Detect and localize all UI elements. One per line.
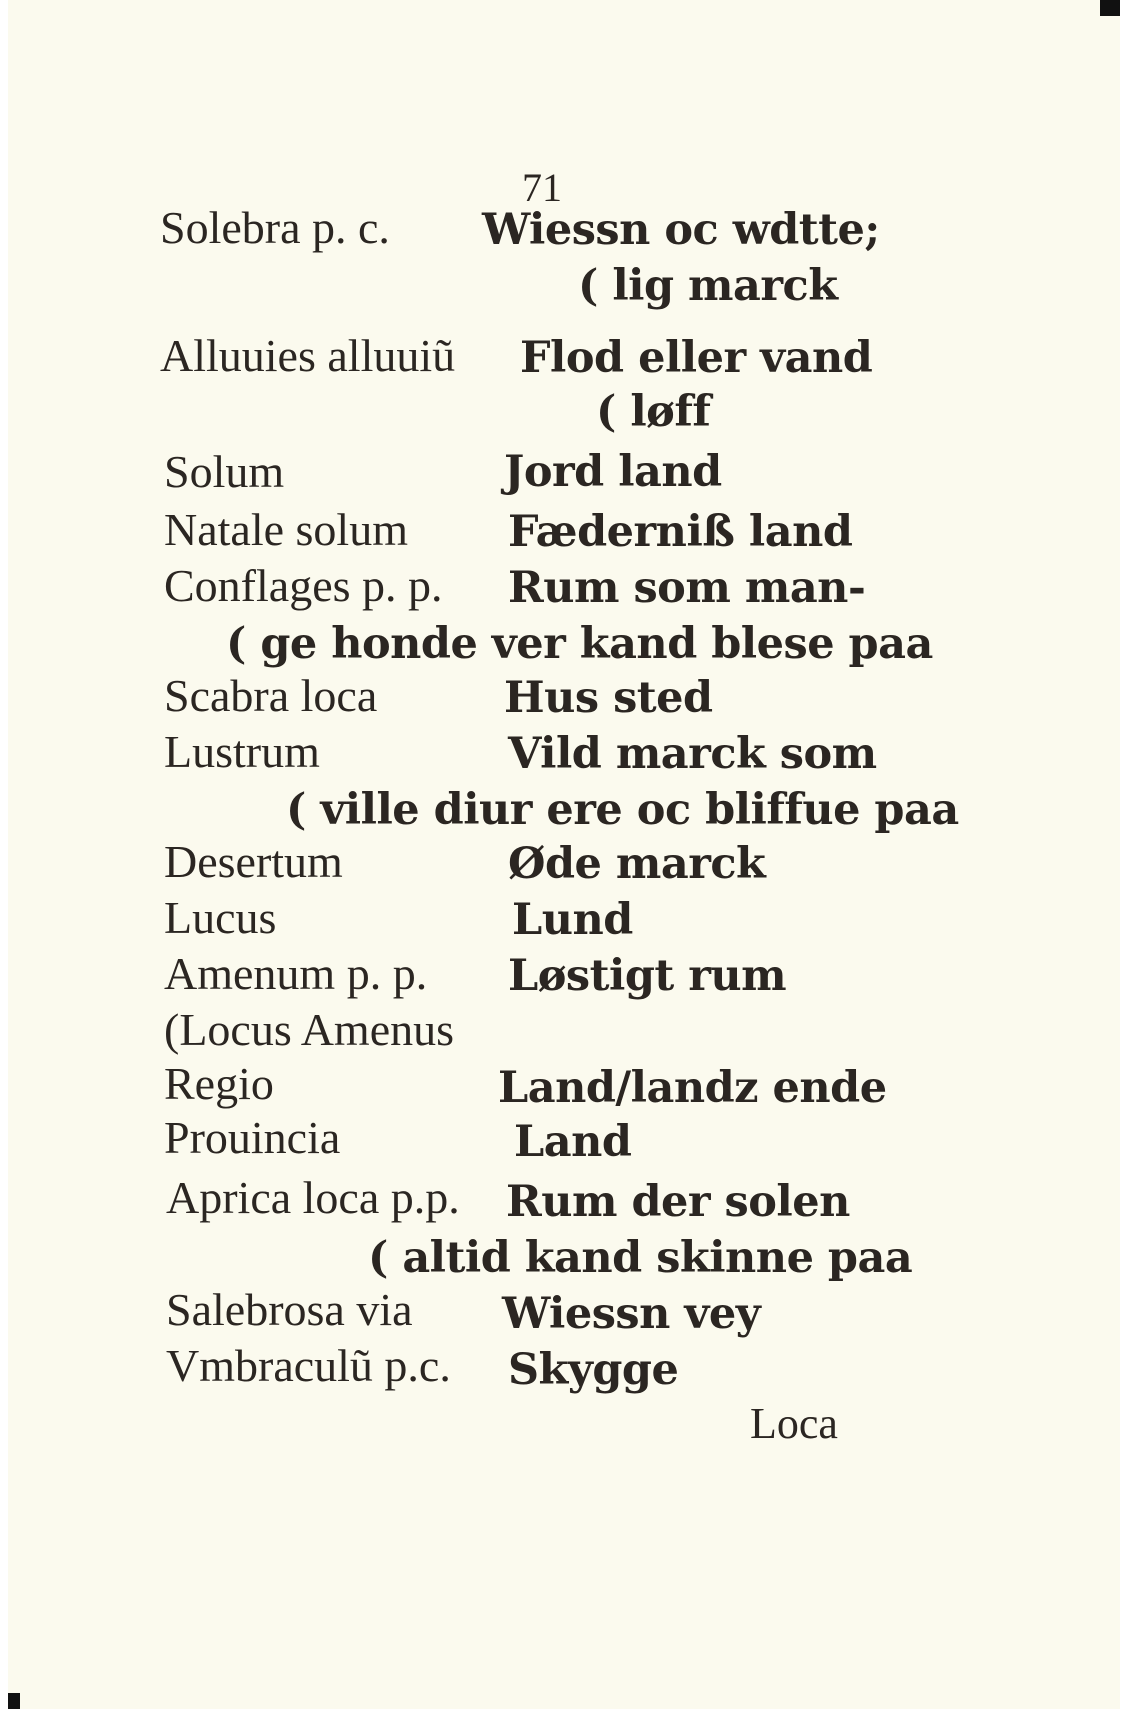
page-number: 71 [522,165,562,210]
latin-term: Solebra p. c. [160,202,390,253]
latin-term: Lucus [164,892,277,943]
latin-term: Lustrum [164,726,320,777]
latin-term: Vmbraculũ p.c. [166,1340,451,1391]
danish-gloss: Wiessn vey [502,1289,761,1339]
danish-gloss-continuation: ( løff [596,387,711,437]
danish-gloss-continuation: ( ville diur ere oc bliffue paa [286,785,959,835]
danish-gloss: Lund [512,895,633,945]
latin-term: Regio [164,1058,274,1109]
latin-term: Salebrosa via [166,1284,413,1335]
danish-gloss: Land/landz ende [498,1063,887,1113]
latin-term: Conflages p. p. [164,560,443,611]
latin-term: Aprica loca p.p. [166,1172,460,1223]
latin-term: Prouincia [164,1112,341,1163]
danish-gloss: Rum der solen [506,1177,850,1227]
latin-term: Amenum p. p. [164,948,428,999]
danish-gloss: Løstigt rum [508,951,787,1001]
scan-edge-mark [8,1693,20,1709]
danish-gloss-continuation: ( lig marck [578,261,838,311]
danish-gloss: Rum som man- [508,563,866,613]
page [8,0,1120,1709]
danish-gloss: Wiessn oc wdtte; [482,205,880,255]
danish-gloss: Jord land [504,447,722,497]
danish-gloss: Fæderniß land [508,507,853,557]
latin-term-continuation: (Locus Amenus [164,1004,455,1055]
danish-gloss-continuation: ( ge honde ver kand blese paa [226,619,933,669]
danish-gloss: Land [514,1117,632,1167]
latin-term: Solum [164,446,285,497]
danish-gloss: Øde marck [508,839,766,889]
danish-gloss: Vild marck som [508,729,877,779]
scan-edge-mark [1100,0,1120,16]
latin-term: Desertum [164,836,343,887]
latin-term: Scabra loca [164,670,378,721]
danish-gloss: Hus sted [504,673,713,723]
danish-gloss: Flod eller vand [520,333,873,383]
latin-term: Alluuies alluuiũ [160,330,456,381]
latin-term: Natale solum [164,504,408,555]
catchword: Loca [750,1399,838,1448]
danish-gloss-continuation: ( altid kand skinne paa [368,1233,913,1283]
danish-gloss: Skygge [508,1345,679,1395]
